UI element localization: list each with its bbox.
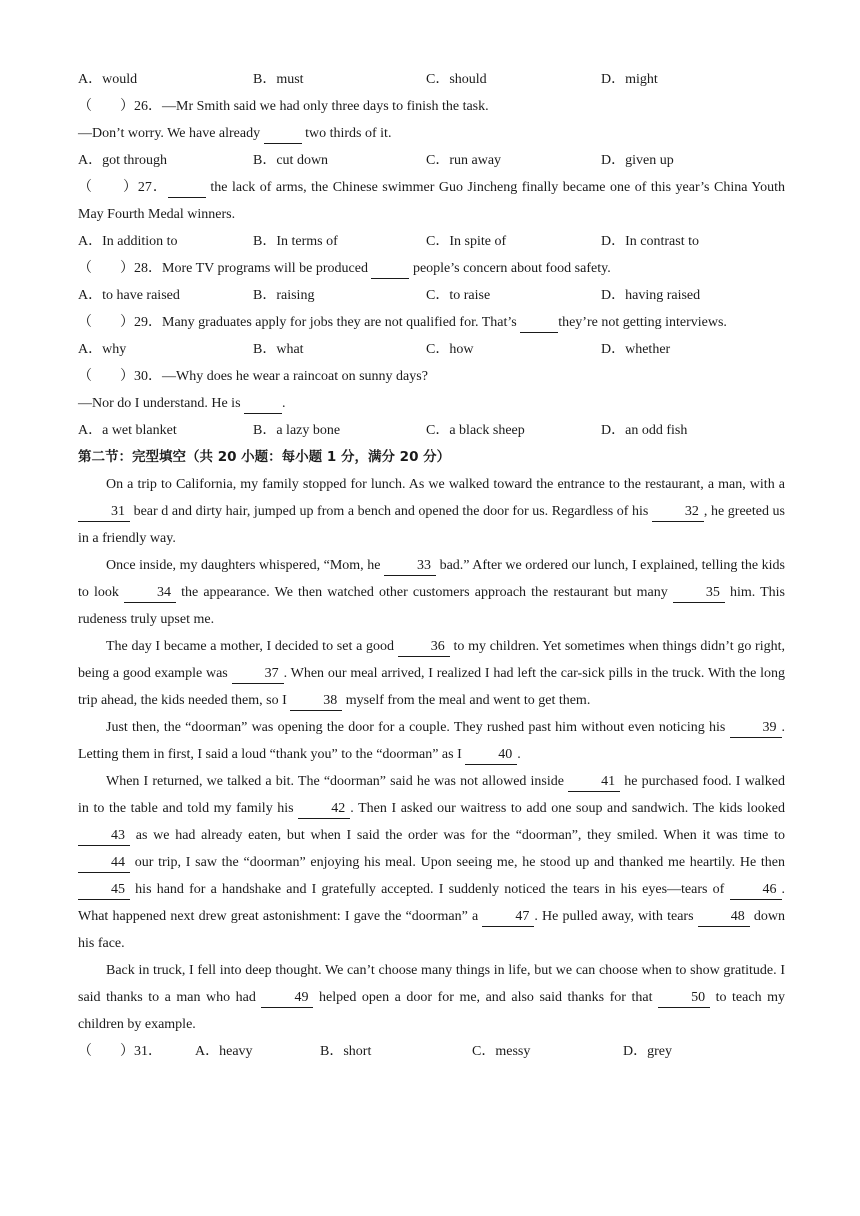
blank-41[interactable]: 41 <box>568 773 620 792</box>
blank-37[interactable]: 37 <box>232 665 284 684</box>
exam-page <box>78 66 785 1065</box>
q30-options <box>78 417 785 444</box>
q29-stem: （ ）29．Many graduates apply for jobs they are not qualified for. That’s they’re not getting interviews. <box>78 309 785 336</box>
blank-35[interactable]: 35 <box>673 584 725 603</box>
passage-text: myself from the meal and went to get them. <box>342 693 591 708</box>
passage-text: The day I became a mother, I decided to set a good <box>106 639 398 654</box>
blank-36[interactable]: 36 <box>398 638 450 657</box>
passage-text: Back in truck, I fell into deep thought. We can’t choose many things in life, but we can choose when to show gratitude. I said thanks to a man who had <box>78 963 785 1005</box>
blank-38[interactable]: 38 <box>290 692 342 711</box>
passage-paragraph-6 <box>78 957 785 1038</box>
q28-option-d[interactable]: D．having raised <box>601 288 701 303</box>
q28-blank[interactable] <box>371 260 409 279</box>
q27-option-a[interactable]: A．In addition to <box>78 234 178 249</box>
q30-option-d[interactable]: D．an odd fish <box>601 423 688 438</box>
passage-text: helped open a door for me, and also said thanks for that <box>313 990 659 1005</box>
blank-48[interactable]: 48 <box>698 908 750 927</box>
blank-45[interactable]: 45 <box>78 881 130 900</box>
blank-32[interactable]: 32 <box>652 503 704 522</box>
blank-40[interactable]: 40 <box>465 746 517 765</box>
q26-stem: （ ）26．—Mr Smith said we had only three days to finish the task. <box>78 99 489 114</box>
q27-option-b[interactable]: B．In terms of <box>253 234 338 249</box>
q30-line2: —Nor do I understand. He is . <box>78 390 785 417</box>
blank-50[interactable]: 50 <box>658 989 710 1008</box>
blank-44[interactable]: 44 <box>78 854 130 873</box>
passage-text: as we had already eaten, but when I said the order was for the “doorman”, they smiled. When it was time to <box>130 828 785 843</box>
passage-text: When I returned, we talked a bit. The “doorman” said he was not allowed inside <box>106 774 569 789</box>
passage-text: . He pulled away, with tears <box>534 909 698 924</box>
q26-option-b[interactable]: B．cut down <box>253 153 329 168</box>
q29-blank[interactable] <box>520 314 558 333</box>
section2-heading: 第二节：完型填空（共 20 小题：每小题 1 分，满分 20 分） <box>78 449 451 465</box>
passage-text: to my children. Yet sometimes when things didn’t go right, being a good example was <box>78 639 786 681</box>
blank-33[interactable]: 33 <box>384 557 436 576</box>
passage-text: , he greeted us in a friendly way. <box>78 504 786 546</box>
passage-text: to teach my children by example. <box>78 990 786 1032</box>
q28-option-b[interactable]: B．raising <box>253 288 315 303</box>
q30-option-a[interactable]: A．a wet blanket <box>78 423 177 438</box>
q25-option-b[interactable]: B．must <box>253 72 304 87</box>
q31-option-b[interactable]: B．short <box>320 1044 372 1059</box>
q26-options <box>78 147 785 174</box>
q25-options <box>78 66 785 93</box>
blank-34[interactable]: 34 <box>124 584 176 603</box>
q31-option-d[interactable]: D．grey <box>623 1044 672 1059</box>
passage-text: Once inside, my daughters whispered, “Mom, he <box>106 558 385 573</box>
q27-stem: （ ）27． the lack of arms, the Chinese swimmer Guo Jincheng finally became one of this year’s China Youth May Fourth Medal winners. <box>78 180 785 222</box>
q31-stem: （ ）31． <box>78 1044 162 1059</box>
passage-text: . When our meal arrived, I realized I had left the car-sick pills in the truck. With the long trip ahead, the kids needed them, so I <box>78 666 785 708</box>
passage-text: bear d and dirty hair, jumped up from a bench and opened the door for us. Regardless of his <box>130 504 652 519</box>
passage-text: he purchased food. I walked in to the table and told my family his <box>78 774 785 816</box>
passage-text: On a trip to California, my family stopped for lunch. As we walked toward the entrance to the restaurant, a man, with a <box>106 477 785 492</box>
q25-option-c[interactable]: C．should <box>426 72 487 87</box>
passage-text: . <box>517 747 521 762</box>
q29-options <box>78 336 785 363</box>
q31-option-c[interactable]: C．messy <box>472 1044 531 1059</box>
q28-option-a[interactable]: A．to have raised <box>78 288 180 303</box>
q26-option-c[interactable]: C．run away <box>426 153 502 168</box>
passage-text: his hand for a handshake and I gratefully accepted. I suddenly noticed the tears in his eyes—tears of <box>130 882 730 897</box>
q28-options <box>78 282 785 309</box>
blank-49[interactable]: 49 <box>261 989 313 1008</box>
q29-option-a[interactable]: A．why <box>78 342 127 357</box>
passage-text: . Letting them in first, I said a loud “thank you” to the “doorman” as I <box>78 720 785 762</box>
q28-stem: （ ）28．More TV programs will be produced people’s concern about food safety. <box>78 255 785 282</box>
blank-39[interactable]: 39 <box>730 719 782 738</box>
q26-line2: —Don’t worry. We have already two thirds of it. <box>78 120 785 147</box>
q29-option-c[interactable]: C．how <box>426 342 474 357</box>
q26-blank[interactable] <box>264 125 302 144</box>
q27-option-c[interactable]: C．In spite of <box>426 234 507 249</box>
passage-text: Just then, the “doorman” was opening the door for a couple. They rushed past him without even noticing his <box>106 720 730 735</box>
q27-blank[interactable] <box>168 179 206 198</box>
q26-option-d[interactable]: D．given up <box>601 153 674 168</box>
q29-option-b[interactable]: B．what <box>253 342 304 357</box>
q30-blank[interactable] <box>244 395 282 414</box>
q25-option-d[interactable]: D．might <box>601 72 658 87</box>
blank-43[interactable]: 43 <box>78 827 130 846</box>
blank-46[interactable]: 46 <box>730 881 782 900</box>
q31-row <box>78 1038 785 1065</box>
q31-option-a[interactable]: A．heavy <box>195 1044 253 1059</box>
passage-text: down his face. <box>78 909 785 951</box>
blank-31[interactable]: 31 <box>78 503 130 522</box>
q28-option-c[interactable]: C．to raise <box>426 288 491 303</box>
q29-option-d[interactable]: D．whether <box>601 342 671 357</box>
passage-paragraph-1 <box>78 471 785 552</box>
passage-paragraph-3 <box>78 633 785 714</box>
passage-paragraph-5 <box>78 768 785 957</box>
q26-option-a[interactable]: A．got through <box>78 153 168 168</box>
passage-text: him. This rudeness truly upset me. <box>78 585 785 627</box>
passage-text: our trip, I saw the “doorman” enjoying his meal. Upon seeing me, he stood up and thanked me heartily. He then <box>130 855 785 870</box>
q27-option-d[interactable]: D．In contrast to <box>601 234 699 249</box>
passage-text: bad.” After we ordered our lunch, I explained, telling the kids to look <box>78 558 785 600</box>
passage-paragraph-4 <box>78 714 785 768</box>
q25-option-a[interactable]: A．would <box>78 72 138 87</box>
q30-option-b[interactable]: B．a lazy bone <box>253 423 341 438</box>
q30-option-c[interactable]: C．a black sheep <box>426 423 525 438</box>
passage-text: . What happened next drew great astonishment: I gave the “doorman” a <box>78 882 785 924</box>
passage-text: the appearance. We then watched other customers approach the restaurant but many <box>176 585 673 600</box>
q30-stem: （ ）30．—Why does he wear a raincoat on sunny days? <box>78 369 428 384</box>
q27-options <box>78 228 785 255</box>
passage-text: . Then I asked our waitress to add one soup and sandwich. The kids looked <box>350 801 785 816</box>
blank-42[interactable]: 42 <box>298 800 350 819</box>
passage-paragraph-2 <box>78 552 785 633</box>
blank-47[interactable]: 47 <box>482 908 534 927</box>
